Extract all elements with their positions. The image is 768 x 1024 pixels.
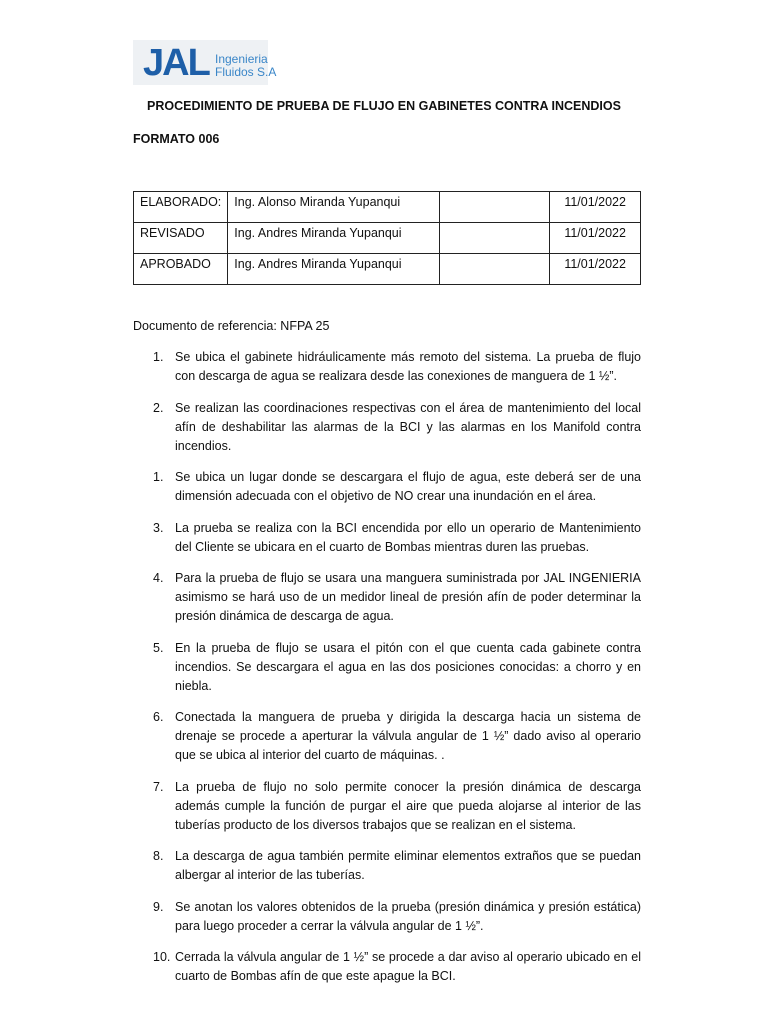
step-text: Se ubica el gabinete hidráulicamente más remoto del sistema. La prueba de flujo con descarga de agua se realizara desde las conexiones de manguera de 1 ½”. <box>175 350 641 383</box>
list-item <box>133 898 641 936</box>
list-item <box>133 708 641 765</box>
date-cell: 11/01/2022 <box>550 192 641 223</box>
step-text: Conectada la manguera de prueba y dirigida la descarga hacia un sistema de drenaje se procede a aperturar la válvula angular de 1 ½” dado aviso al operario que se ubica al interior del cuarto de máquinas. . <box>175 710 641 762</box>
procedure-steps <box>133 348 641 999</box>
step-text: La prueba de flujo no solo permite conocer la presión dinámica de descarga además cumple la función de purgar el aire que pueda alojarse al interior de las tuberías producto de los diversos trabajos que se realizan en el sistema. <box>175 779 641 832</box>
step-text: Se ubica un lugar donde se descargara el flujo de agua, este deberá ser de una dimensión adecuada con el objetivo de NO crear una inundación en el área. <box>175 470 641 503</box>
signature-cell <box>440 223 550 254</box>
step-text: La prueba se realiza con la BCI encendida por ello un operario de Mantenimiento del Cliente se ubicara en el cuarto de Bombas mientras duren las pruebas. <box>175 520 641 554</box>
date-cell: 11/01/2022 <box>550 223 641 254</box>
document-title: PROCEDIMIENTO DE PRUEBA DE FLUJO EN GABINETES CONTRA INCENDIOS <box>147 99 621 113</box>
table-row <box>134 192 641 223</box>
list-item <box>133 778 641 835</box>
role-cell: APROBADO <box>134 254 228 285</box>
list-item <box>133 519 641 557</box>
date-cell: 11/01/2022 <box>550 254 641 285</box>
signature-cell <box>440 254 550 285</box>
step-number: 6. <box>153 710 164 724</box>
step-number: 8. <box>153 849 164 863</box>
step-number: 9. <box>153 899 164 914</box>
step-text: Se realizan las coordinaciones respectivas con el área de mantenimiento del local afín de deshabilitar las alarmas de la BCI y las alarmas en los Manifold contra incendios. <box>175 400 641 453</box>
step-number: 1. <box>153 470 164 484</box>
logo-text <box>215 53 276 79</box>
signature-cell <box>440 192 550 223</box>
table-row <box>134 254 641 285</box>
list-item <box>133 639 641 696</box>
step-number: 3. <box>153 520 164 535</box>
logo-line-1: Ingenieria <box>215 52 268 66</box>
list-item <box>133 847 641 885</box>
reference-document: Documento de referencia: NFPA 25 <box>133 319 330 333</box>
step-number: 1. <box>153 350 164 364</box>
list-item <box>133 399 641 456</box>
role-cell: ELABORADO: <box>134 192 228 223</box>
step-text: La descarga de agua también permite eliminar elementos extraños que se puedan albergar al interior de las tuberías. <box>175 849 641 882</box>
step-number: 10. <box>153 950 171 964</box>
format-number: FORMATO 006 <box>133 132 220 146</box>
approval-table <box>133 191 641 285</box>
step-text: Cerrada la válvula angular de 1 ½” se procede a dar aviso al operario ubicado en el cuarto de Bombas afín de que este apague la BCI. <box>175 950 641 983</box>
table-row <box>134 223 641 254</box>
list-item <box>133 348 641 386</box>
step-number: 2. <box>153 400 164 415</box>
list-item <box>133 468 641 506</box>
step-text: Se anotan los valores obtenidos de la prueba (presión dinámica y presión estática) para luego proceder a cerrar la válvula angular de 1 ½”. <box>175 899 641 933</box>
logo-line-2: Fluidos S.A <box>215 65 277 79</box>
step-text: Para la prueba de flujo se usara una manguera suministrada por JAL INGENIERIA asimismo se hará uso de un medidor lineal de presión afín de poder determinar la presión dinámica de descarga de agua. <box>175 571 641 623</box>
list-item <box>133 569 641 626</box>
logo-mark: JAL <box>143 42 209 84</box>
role-cell: REVISADO <box>134 223 228 254</box>
list-item <box>133 948 641 986</box>
name-cell: Ing. Andres Miranda Yupanqui <box>228 254 440 285</box>
name-cell: Ing. Alonso Miranda Yupanqui <box>228 192 440 223</box>
company-logo <box>133 40 277 85</box>
step-text: En la prueba de flujo se usara el pitón con el que cuenta cada gabinete contra incendios. Se descargara el agua en las dos posiciones conocidas: a chorro y en niebla. <box>175 640 641 693</box>
step-number: 7. <box>153 779 164 794</box>
step-number: 4. <box>153 571 164 585</box>
name-cell: Ing. Andres Miranda Yupanqui <box>228 223 440 254</box>
step-number: 5. <box>153 640 164 655</box>
